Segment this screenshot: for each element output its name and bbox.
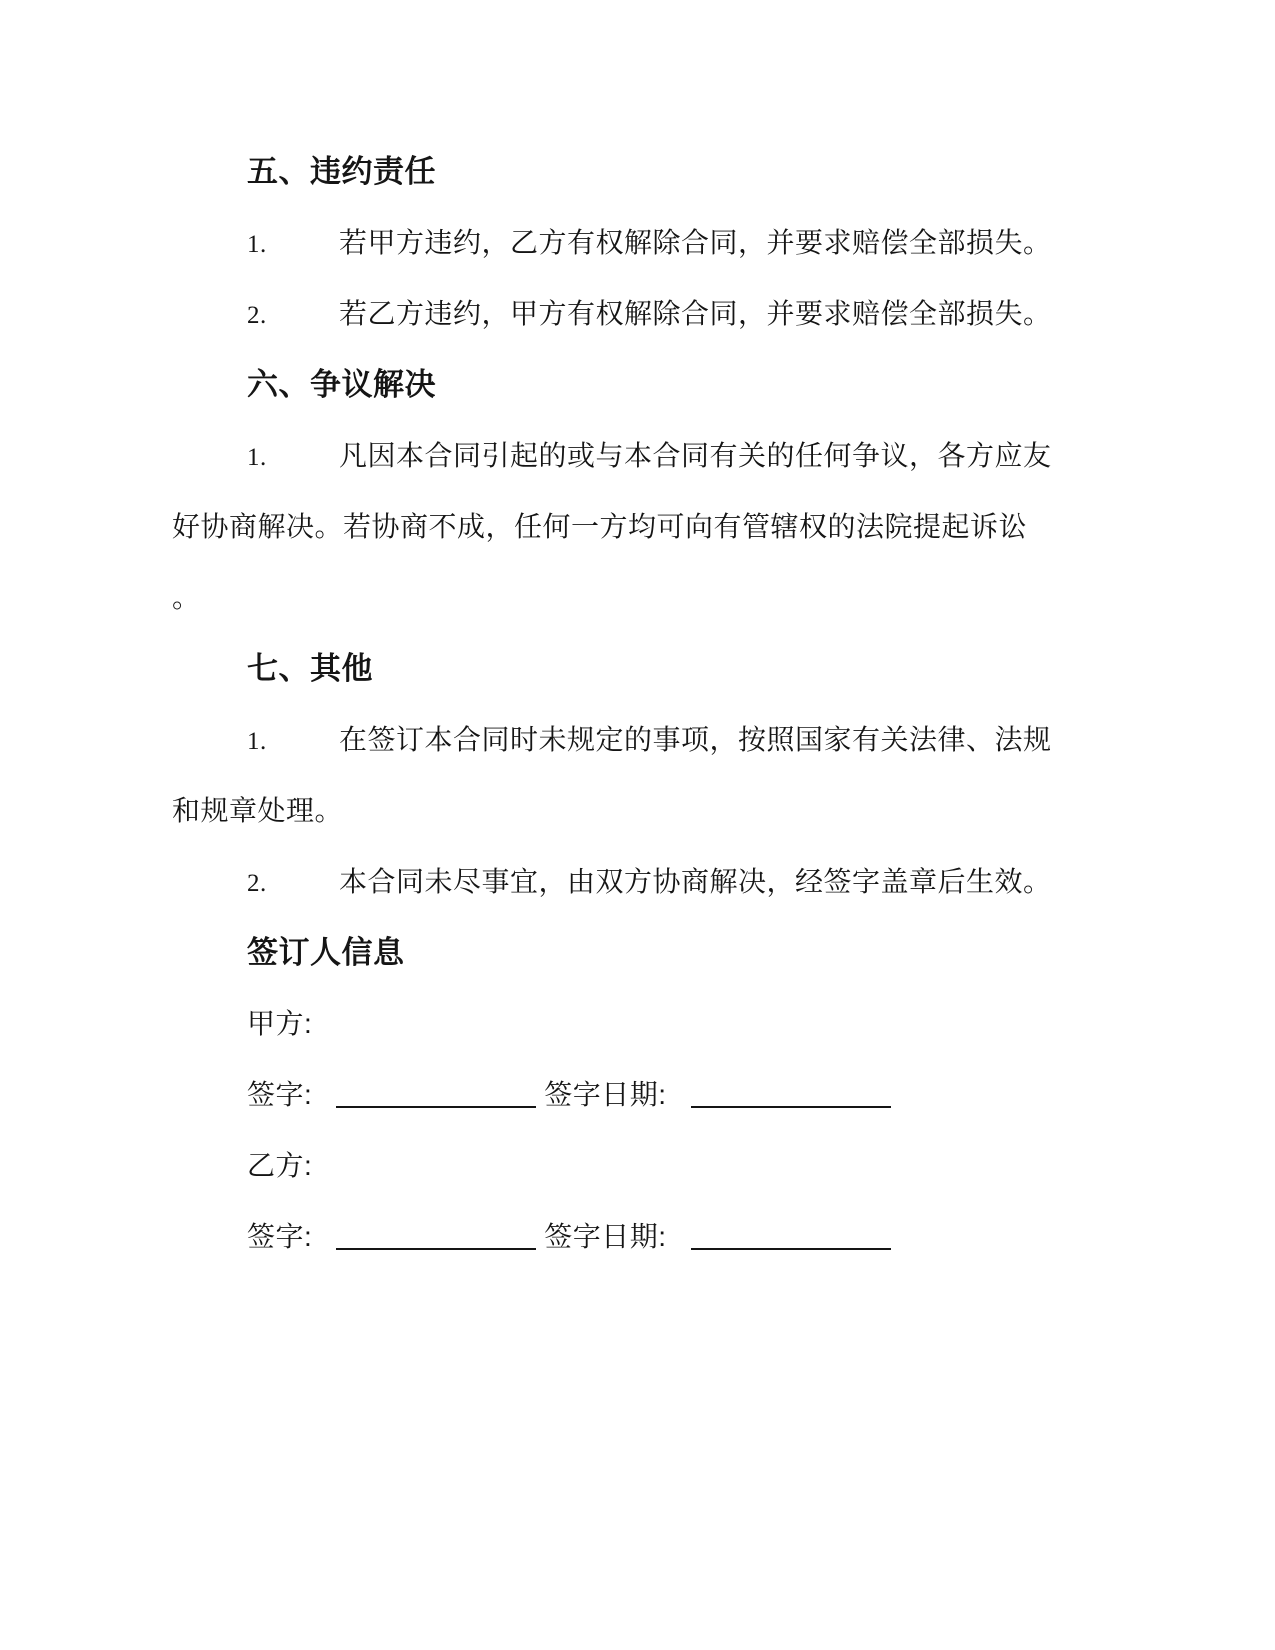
item-text: 若乙方违约，甲方有权解除合同，并要求赔偿全部损失。 <box>339 298 1052 329</box>
item-text: 凡因本合同引起的或与本合同有关的任何争议，各方应友 <box>339 440 1052 471</box>
signature-date-label: 签字日期: <box>544 1221 667 1252</box>
signature-label: 签字: <box>247 1079 313 1110</box>
section-7-item-2 <box>172 846 1215 917</box>
signature-date-label: 签字日期: <box>544 1079 667 1110</box>
party-b-signature-blank[interactable] <box>336 1216 536 1250</box>
item-number: 2. <box>247 302 267 329</box>
party-a-label: 甲方: <box>247 1008 313 1039</box>
section-6-item-1-wrapped-line: 好协商解决。若协商不成，任何一方均可向有管辖权的法院提起诉讼 <box>172 511 1028 542</box>
section-5-heading: 五、违约责任 <box>247 154 436 189</box>
section-7-item-1-wrapped-line: 和规章处理。 <box>172 795 344 826</box>
section-5-item-1 <box>172 207 1215 278</box>
item-number: 1. <box>247 728 267 755</box>
item-text: 若甲方违约，乙方有权解除合同，并要求赔偿全部损失。 <box>339 227 1052 258</box>
section-6-heading: 六、争议解决 <box>247 367 436 402</box>
party-b-label: 乙方: <box>247 1150 313 1181</box>
party-a-signature-blank[interactable] <box>336 1074 536 1108</box>
signing-info-heading: 签订人信息 <box>247 935 405 970</box>
party-a-date-blank[interactable] <box>691 1074 891 1108</box>
item-number: 1. <box>247 231 267 258</box>
section-5-item-2 <box>172 278 1215 349</box>
item-text: 在签订本合同时未规定的事项，按照国家有关法律、法规 <box>339 724 1052 755</box>
item-text: 本合同未尽事宜，由双方协商解决，经签字盖章后生效。 <box>339 866 1052 897</box>
party-a-signature-line <box>172 1059 1215 1130</box>
party-b-signature-line <box>172 1201 1215 1272</box>
section-7-item-1 <box>172 704 1215 775</box>
section-6-item-1 <box>172 420 1215 491</box>
section-7-heading: 七、其他 <box>247 651 373 686</box>
signature-label: 签字: <box>247 1221 313 1252</box>
item-number: 1. <box>247 444 267 471</box>
section-6-item-1-wrapped-line: 。 <box>172 582 201 613</box>
party-b-date-blank[interactable] <box>691 1216 891 1250</box>
item-number: 2. <box>247 870 267 897</box>
